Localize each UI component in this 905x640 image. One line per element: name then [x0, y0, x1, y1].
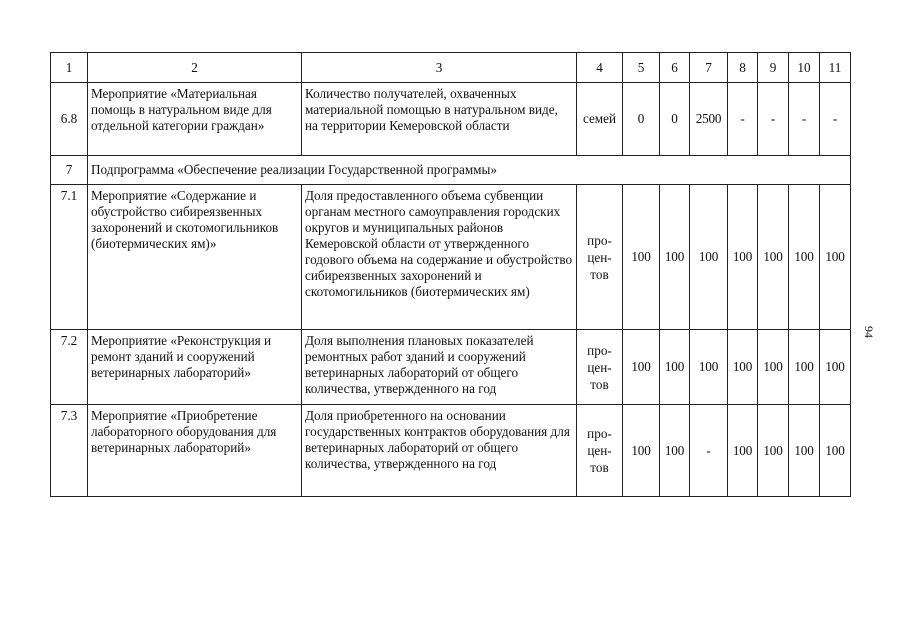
- table-row: [51, 405, 851, 497]
- unit-cell: [577, 185, 623, 330]
- unit-line: тов: [590, 266, 609, 282]
- row-number: 7.3: [51, 405, 88, 497]
- row-number: 6.8: [51, 83, 88, 156]
- value-cell: 100: [623, 330, 660, 405]
- header-cell: 3: [302, 53, 577, 83]
- value-cell: 100: [820, 405, 851, 497]
- unit-line: про-: [587, 342, 612, 358]
- header-cell: 8: [728, 53, 758, 83]
- event-cell: Мероприятие «Материальная помощь в натуральном виде для отдельной категории граждан»: [88, 83, 302, 156]
- value-cell: 100: [789, 405, 820, 497]
- unit-cell: [577, 405, 623, 497]
- row-number: 7: [51, 156, 88, 185]
- indicator-cell: Доля предоставленного объема субвенции органам местного самоуправления городских округов и муниципальных районов Кемеровской области от утвержденного годового объема на содержание и обустройство сибиреязвенных захоронений и скотомогильников (биотермических ям): [302, 185, 577, 330]
- value-cell: 100: [758, 330, 789, 405]
- header-cell: 4: [577, 53, 623, 83]
- value-cell: 100: [623, 405, 660, 497]
- value-cell: 100: [789, 185, 820, 330]
- value-cell: 100: [728, 405, 758, 497]
- value-cell: -: [690, 405, 728, 497]
- value-cell: 100: [660, 405, 690, 497]
- value-cell: 100: [623, 185, 660, 330]
- row-number: 7.1: [51, 185, 88, 330]
- value-cell: 2500: [690, 83, 728, 156]
- value-cell: 0: [660, 83, 690, 156]
- value-cell: -: [820, 83, 851, 156]
- unit-line: цен-: [587, 359, 612, 375]
- header-row: [51, 53, 851, 83]
- page-number: 94: [862, 326, 876, 338]
- value-cell: 100: [660, 185, 690, 330]
- header-cell: 5: [623, 53, 660, 83]
- header-cell: 2: [88, 53, 302, 83]
- event-cell: Мероприятие «Приобретение лабораторного оборудования для ветеринарных лабораторий»: [88, 405, 302, 497]
- value-cell: 100: [820, 185, 851, 330]
- value-cell: 100: [728, 330, 758, 405]
- header-cell: 6: [660, 53, 690, 83]
- value-cell: 100: [789, 330, 820, 405]
- event-cell: Мероприятие «Содержание и обустройство сибиреязвенных захоронений и скотомогильников (биотермических ям)»: [88, 185, 302, 330]
- subprogram-row: [51, 156, 851, 185]
- value-cell: -: [789, 83, 820, 156]
- indicator-cell: Доля приобретенного на основании государственных контрактов оборудования для ветеринарных лабораторий от общего количества, утвержденного на год: [302, 405, 577, 497]
- unit-line: про-: [587, 426, 612, 441]
- value-cell: 0: [623, 83, 660, 156]
- unit-line: тов: [590, 460, 609, 475]
- value-cell: 100: [690, 185, 728, 330]
- subprogram-title: Подпрограмма «Обеспечение реализации Государственной программы»: [88, 156, 851, 185]
- value-cell: 100: [758, 405, 789, 497]
- unit-line: цен-: [587, 249, 612, 265]
- table-row: [51, 83, 851, 156]
- header-cell: 10: [789, 53, 820, 83]
- indicator-cell: Доля выполнения плановых показателей ремонтных работ зданий и сооружений ветеринарных лабораторий от общего количества, утвержденного на год: [302, 330, 577, 405]
- value-cell: 100: [690, 330, 728, 405]
- table-row: [51, 330, 851, 405]
- unit-line: про-: [587, 232, 612, 248]
- value-cell: -: [728, 83, 758, 156]
- value-cell: 100: [660, 330, 690, 405]
- header-cell: 11: [820, 53, 851, 83]
- indicators-table: [50, 52, 851, 497]
- unit-cell: [577, 330, 623, 405]
- indicator-cell: Количество получателей, охваченных материальной помощью в натуральном виде, на территории Кемеровской области: [302, 83, 577, 156]
- value-cell: 100: [728, 185, 758, 330]
- event-cell: Мероприятие «Реконструкция и ремонт зданий и сооружений ветеринарных лабораторий»: [88, 330, 302, 405]
- unit-line: цен-: [587, 443, 612, 458]
- value-cell: 100: [758, 185, 789, 330]
- value-cell: -: [758, 83, 789, 156]
- row-number: 7.2: [51, 330, 88, 405]
- value-cell: 100: [820, 330, 851, 405]
- header-cell: 1: [51, 53, 88, 83]
- header-cell: 9: [758, 53, 789, 83]
- header-cell: 7: [690, 53, 728, 83]
- unit-cell: семей: [577, 83, 623, 156]
- table-row: [51, 185, 851, 330]
- unit-line: тов: [590, 376, 609, 392]
